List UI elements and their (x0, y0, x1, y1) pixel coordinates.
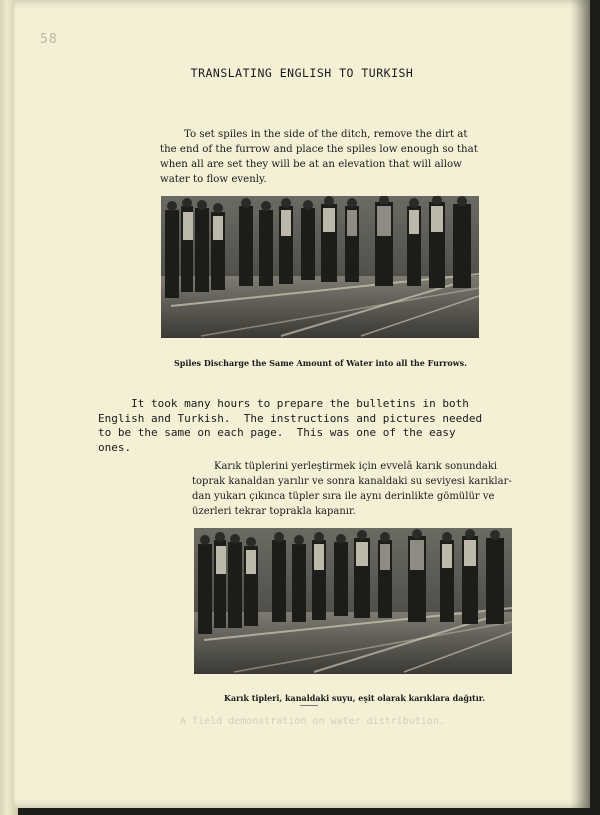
paragraph-line: To set spiles in the side of the ditch, remove the dirt at (184, 129, 468, 140)
typed-commentary-paragraph: It took many hours to prepare the bulletins in both English and Turkish. The instructions and pictures needed to be the same on each page. This was one of the easy ones. (98, 397, 483, 454)
paragraph-line: when all are set they will be at an elevation that will allow (160, 159, 462, 170)
english-instruction-paragraph (160, 127, 490, 187)
book-page (14, 0, 590, 808)
photo-illustration (194, 528, 512, 674)
bleedthrough-text: A field demonstration on water distribution. (180, 716, 445, 727)
english-photo-caption: Spiles Discharge the Same Amount of Water into all the Furrows. (174, 358, 467, 368)
spine-shadow (570, 0, 590, 808)
paragraph-line: water to flow evenly. (160, 174, 267, 185)
divider (300, 705, 318, 706)
running-header: TRANSLATING ENGLISH TO TURKISH (190, 66, 414, 80)
turkish-instruction-paragraph (192, 459, 524, 519)
paragraph-line: Karık tüplerini yerleştirmek için evvelâ karık sonundaki (214, 461, 498, 472)
turkish-photo-caption: Karık tipleri, kanaldaki suyu, eşit olarak karıklara dağıtır. (224, 693, 486, 703)
photo-illustration (161, 196, 479, 338)
field-demonstration-photo-english (161, 196, 479, 338)
paragraph-line: the end of the furrow and place the spiles low enough so that (160, 144, 478, 155)
paragraph-line: dan yukarı çıkınca tüpler sıra ile aynı derinlikte gömülür ve (192, 491, 495, 502)
paragraph-line: toprak kanaldan yarılır ve sonra kanaldaki su seviyesi karıklar- (192, 476, 512, 487)
paragraph-line: üzerleri tekrar toprakla kapanır. (192, 506, 356, 517)
page-number: 58 (40, 32, 58, 47)
field-demonstration-photo-turkish (194, 528, 512, 674)
